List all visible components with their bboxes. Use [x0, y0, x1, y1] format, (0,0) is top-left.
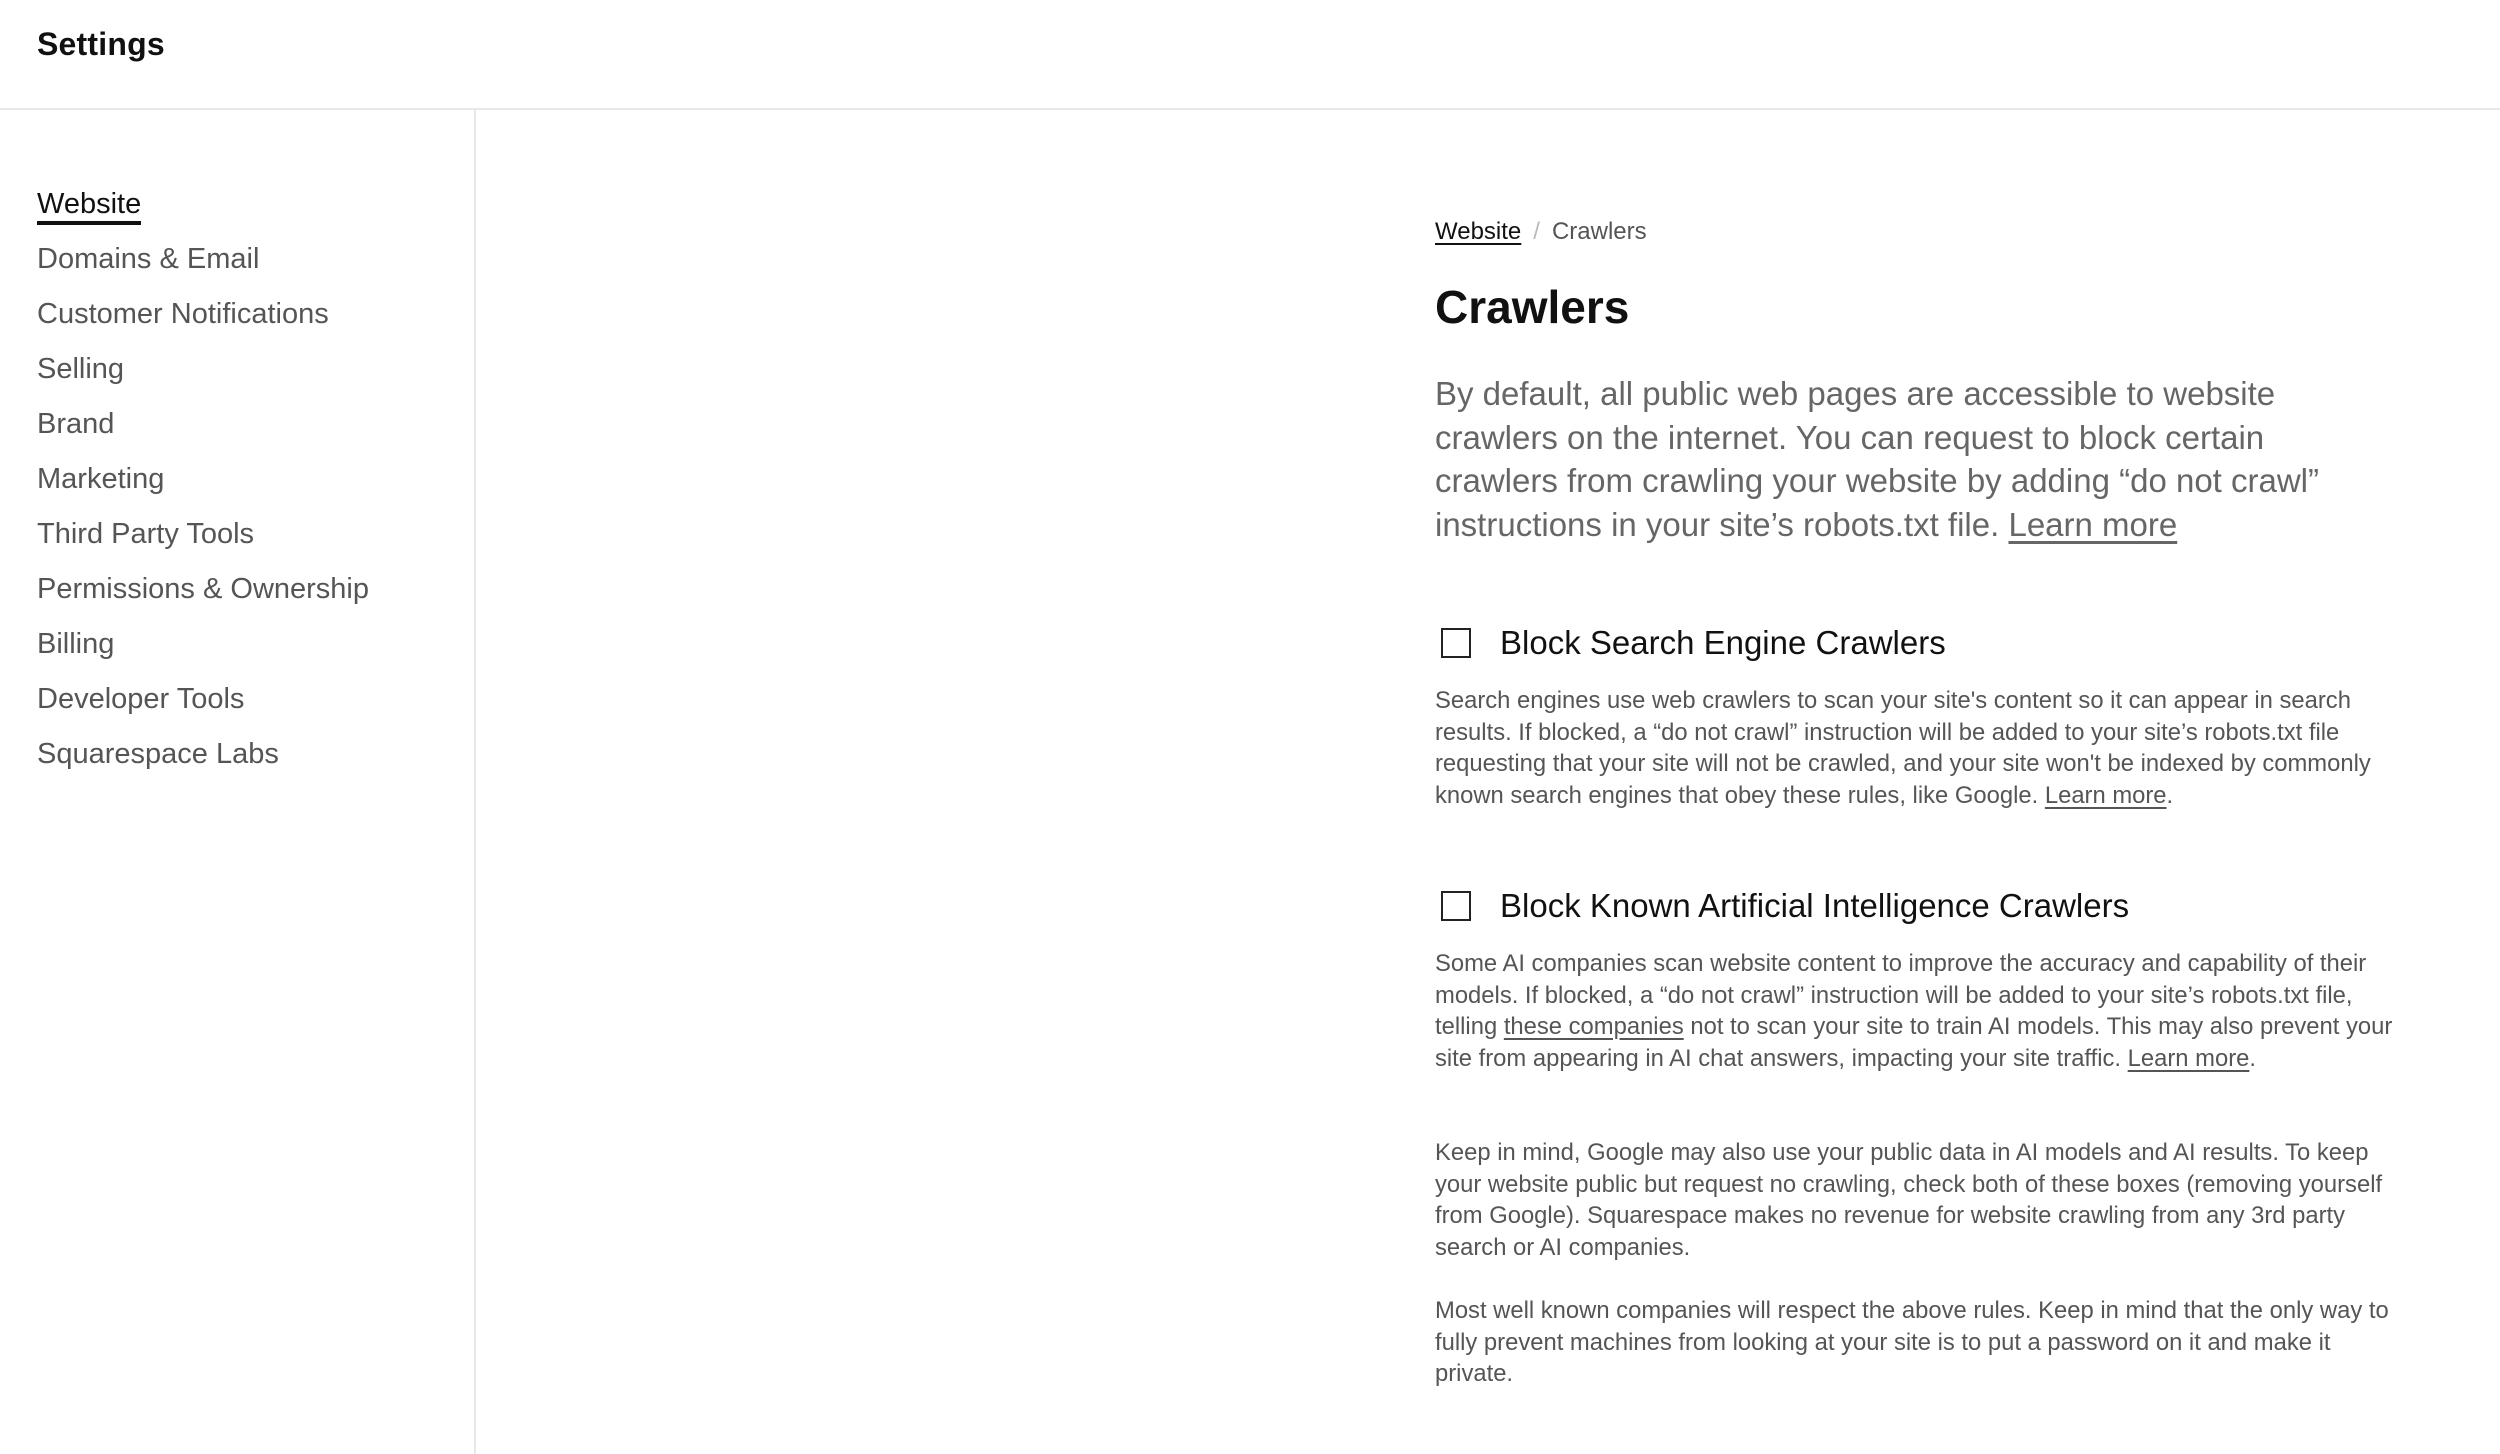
search-crawlers-option[interactable]	[1435, 624, 1946, 662]
block-ai-crawlers-checkbox[interactable]	[1441, 891, 1471, 921]
intro-body: By default, all public web pages are accessible to website crawlers on the internet. You can request to block certain crawlers from crawling your website by adding “do not crawl” instructions in your site’s robots.txt file.	[1435, 375, 2320, 543]
sidebar	[0, 110, 476, 1454]
breadcrumb-separator: /	[1533, 218, 1540, 245]
ai-desc-part1: Some AI companies scan website content to improve the accuracy and capability of their models. If blocked, a “do not crawl” instruction will be added to your site’s robots.txt file, telling	[1435, 950, 2367, 1041]
sidebar-item-domains-email[interactable]: Domains & Email	[37, 243, 260, 275]
sidebar-item-squarespace-labs[interactable]: Squarespace Labs	[37, 738, 279, 770]
search-desc-period: .	[2166, 782, 2174, 810]
google-note: Keep in mind, Google may also use your public data in AI models and AI results. To keep your website public but request no crawling, check both of these boxes (removing yourself from Google). Squarespace makes no revenue for website crawling from any 3rd party search or AI companies.	[1435, 1139, 2383, 1262]
app-title: Settings	[37, 26, 165, 62]
breadcrumb-website-link[interactable]: Website	[1435, 218, 1522, 245]
these-companies-link[interactable]: these companies	[1503, 1013, 1684, 1041]
respect-note: Most well known companies will respect the above rules. Keep in mind that the only way to fully prevent machines from looking at your site is to put a password on it and make it private.	[1435, 1297, 2389, 1388]
ai-desc-period: .	[2249, 1045, 2256, 1073]
sidebar-item-developer-tools[interactable]: Developer Tools	[37, 683, 245, 715]
sidebar-item-marketing[interactable]: Marketing	[37, 463, 165, 495]
intro-learn-more-link[interactable]: Learn more	[2008, 505, 2178, 543]
sidebar-item-third-party-tools[interactable]: Third Party Tools	[37, 518, 255, 550]
top-bar	[0, 0, 2500, 110]
sidebar-item-selling[interactable]: Selling	[37, 353, 125, 385]
sidebar-item-billing[interactable]: Billing	[37, 628, 115, 660]
ai-learn-more-link[interactable]: Learn more	[2127, 1045, 2250, 1073]
sidebar-item-permissions-ownership[interactable]: Permissions & Ownership	[37, 573, 369, 605]
search-crawlers-desc-text: Search engines use web crawlers to scan your site's content so it can appear in search results. If blocked, a “do not crawl” instruction will be added to your site’s robots.txt file requesting that your site will not be crawled, and your site won't be indexed by commonly known search engines that obey these rules, like Google.	[1435, 687, 2371, 810]
breadcrumb-current: Crawlers	[1551, 218, 1647, 245]
sidebar-item-customer-notifications[interactable]: Customer Notifications	[37, 298, 329, 330]
ai-crawlers-description	[1435, 948, 2415, 1075]
ai-crawlers-option[interactable]	[1435, 887, 2129, 925]
block-ai-crawlers-label[interactable]: Block Known Artificial Intelligence Crawlers	[1500, 887, 2130, 924]
intro-text	[1435, 372, 2395, 546]
search-learn-more-link[interactable]: Learn more	[2044, 782, 2167, 810]
block-search-crawlers-label[interactable]: Block Search Engine Crawlers	[1500, 624, 1946, 661]
sidebar-item-website[interactable]: Website	[37, 184, 369, 239]
sidebar-nav	[37, 184, 369, 789]
breadcrumb	[1435, 218, 1647, 246]
ai-desc-part2: not to scan your site to train AI models. This may also prevent your site from appearing in AI chat answers, impacting your site traffic.	[1435, 1013, 2393, 1073]
block-search-crawlers-checkbox[interactable]	[1441, 628, 1471, 658]
page-title: Crawlers	[1435, 281, 1630, 333]
search-crawlers-description	[1435, 685, 2415, 812]
sidebar-item-brand[interactable]: Brand	[37, 408, 115, 440]
